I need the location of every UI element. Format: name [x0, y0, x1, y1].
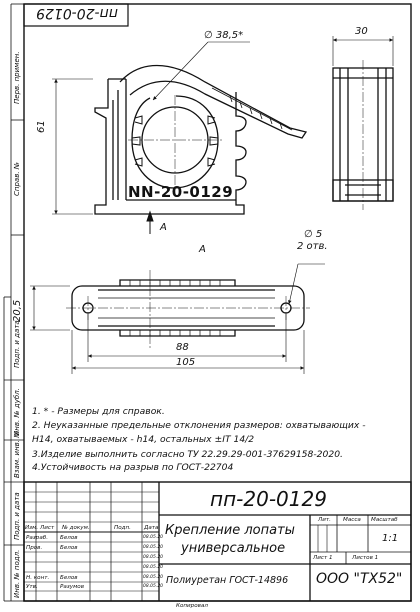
dim-hole-diameter: ∅ 5 — [304, 229, 323, 240]
dim-overall-length: 105 — [176, 357, 196, 368]
part-marking: NN-20-0129 — [128, 183, 234, 201]
role-utv: Утв. — [26, 584, 38, 590]
view-arrow-label: A — [160, 222, 167, 233]
part-name-line1: Крепление лопаты — [165, 523, 295, 538]
footer-label: Копировал — [176, 603, 208, 609]
date-utv: 08.05.20 — [143, 584, 164, 589]
header-data: Дата — [144, 525, 159, 531]
dim-width-side: 30 — [355, 26, 368, 37]
part-name-line2: универсальное — [181, 541, 286, 556]
header-masshtab: Масштаб — [371, 517, 398, 523]
dim-diameter-top: ∅ 38,5* — [204, 30, 244, 41]
scale-value: 1:1 — [382, 533, 399, 544]
header-list: Лист — [40, 525, 55, 531]
inner-frame — [24, 4, 411, 601]
note-1: 1. * - Размеры для справок. — [32, 406, 165, 417]
name-prov: Белов — [60, 545, 78, 551]
dim-hole-count: 2 отв. — [297, 241, 328, 252]
note-2: 2. Неуказанные предельные отклонения размеров: охватывающих - — [32, 420, 366, 431]
drawing-number-title: пп-20-0129 — [210, 487, 327, 511]
label-perv-primen: Перв. примен. — [13, 51, 21, 104]
date-razrab: 08.05.20 — [143, 535, 164, 540]
label-sprav-no: Справ. № — [13, 161, 21, 196]
header-podp: Подп. — [114, 525, 131, 531]
company: ООО "ТХ52" — [316, 571, 403, 587]
material: Полиуретан ГОСТ-14896 — [166, 575, 289, 586]
label-podp-data-1: Подп. и дата — [13, 320, 21, 368]
note-2-cont: Н14, охватываемых - h14, остальных ±IT 14/2 — [32, 434, 255, 445]
sheet-count: Листов 1 — [352, 555, 379, 561]
header-lit: Лит. — [318, 517, 331, 523]
note-3: 3.Изделие выполнить согласно ТУ 22.29.29-001-37629158-2020. — [32, 449, 343, 460]
drawing-number-stamp: пп-20-0129 — [36, 5, 118, 21]
dim-hole-spacing: 88 — [176, 342, 189, 353]
view-label: A — [199, 244, 206, 255]
role-razrab: Разраб. — [26, 535, 48, 541]
name-nkont: Белов — [60, 575, 78, 581]
label-podp-data-2: Подп. и дата — [13, 492, 21, 540]
label-inv-dubl: Инв. № дубл. — [13, 388, 21, 436]
role-nkont: Н. конт. — [26, 575, 50, 581]
date-nkont: 08.05.20 — [143, 575, 164, 580]
label-inv-podl: Инв. № подл. — [13, 549, 21, 598]
date-row4: 08.05.20 — [143, 565, 164, 570]
role-prov: Пров. — [26, 545, 43, 551]
label-vzam-inv: Взам. инв. № — [13, 430, 21, 478]
date-prov: 08.05.20 — [143, 545, 164, 550]
name-utv: Разумов — [60, 584, 85, 590]
header-doc-no: № докум. — [62, 525, 90, 531]
date-row3: 08.05.20 — [143, 555, 164, 560]
note-4: 4.Устойчивость на разрыв по ГОСТ-22704 — [32, 462, 234, 473]
dim-height: 61 — [36, 120, 47, 133]
dim-base-height: 20,5 — [12, 299, 23, 322]
header-massa: Масса — [343, 517, 361, 523]
name-razrab: Белов — [60, 535, 78, 541]
header-izm: Изм. — [25, 525, 39, 531]
sheet-number: Лист 1 — [313, 555, 333, 561]
